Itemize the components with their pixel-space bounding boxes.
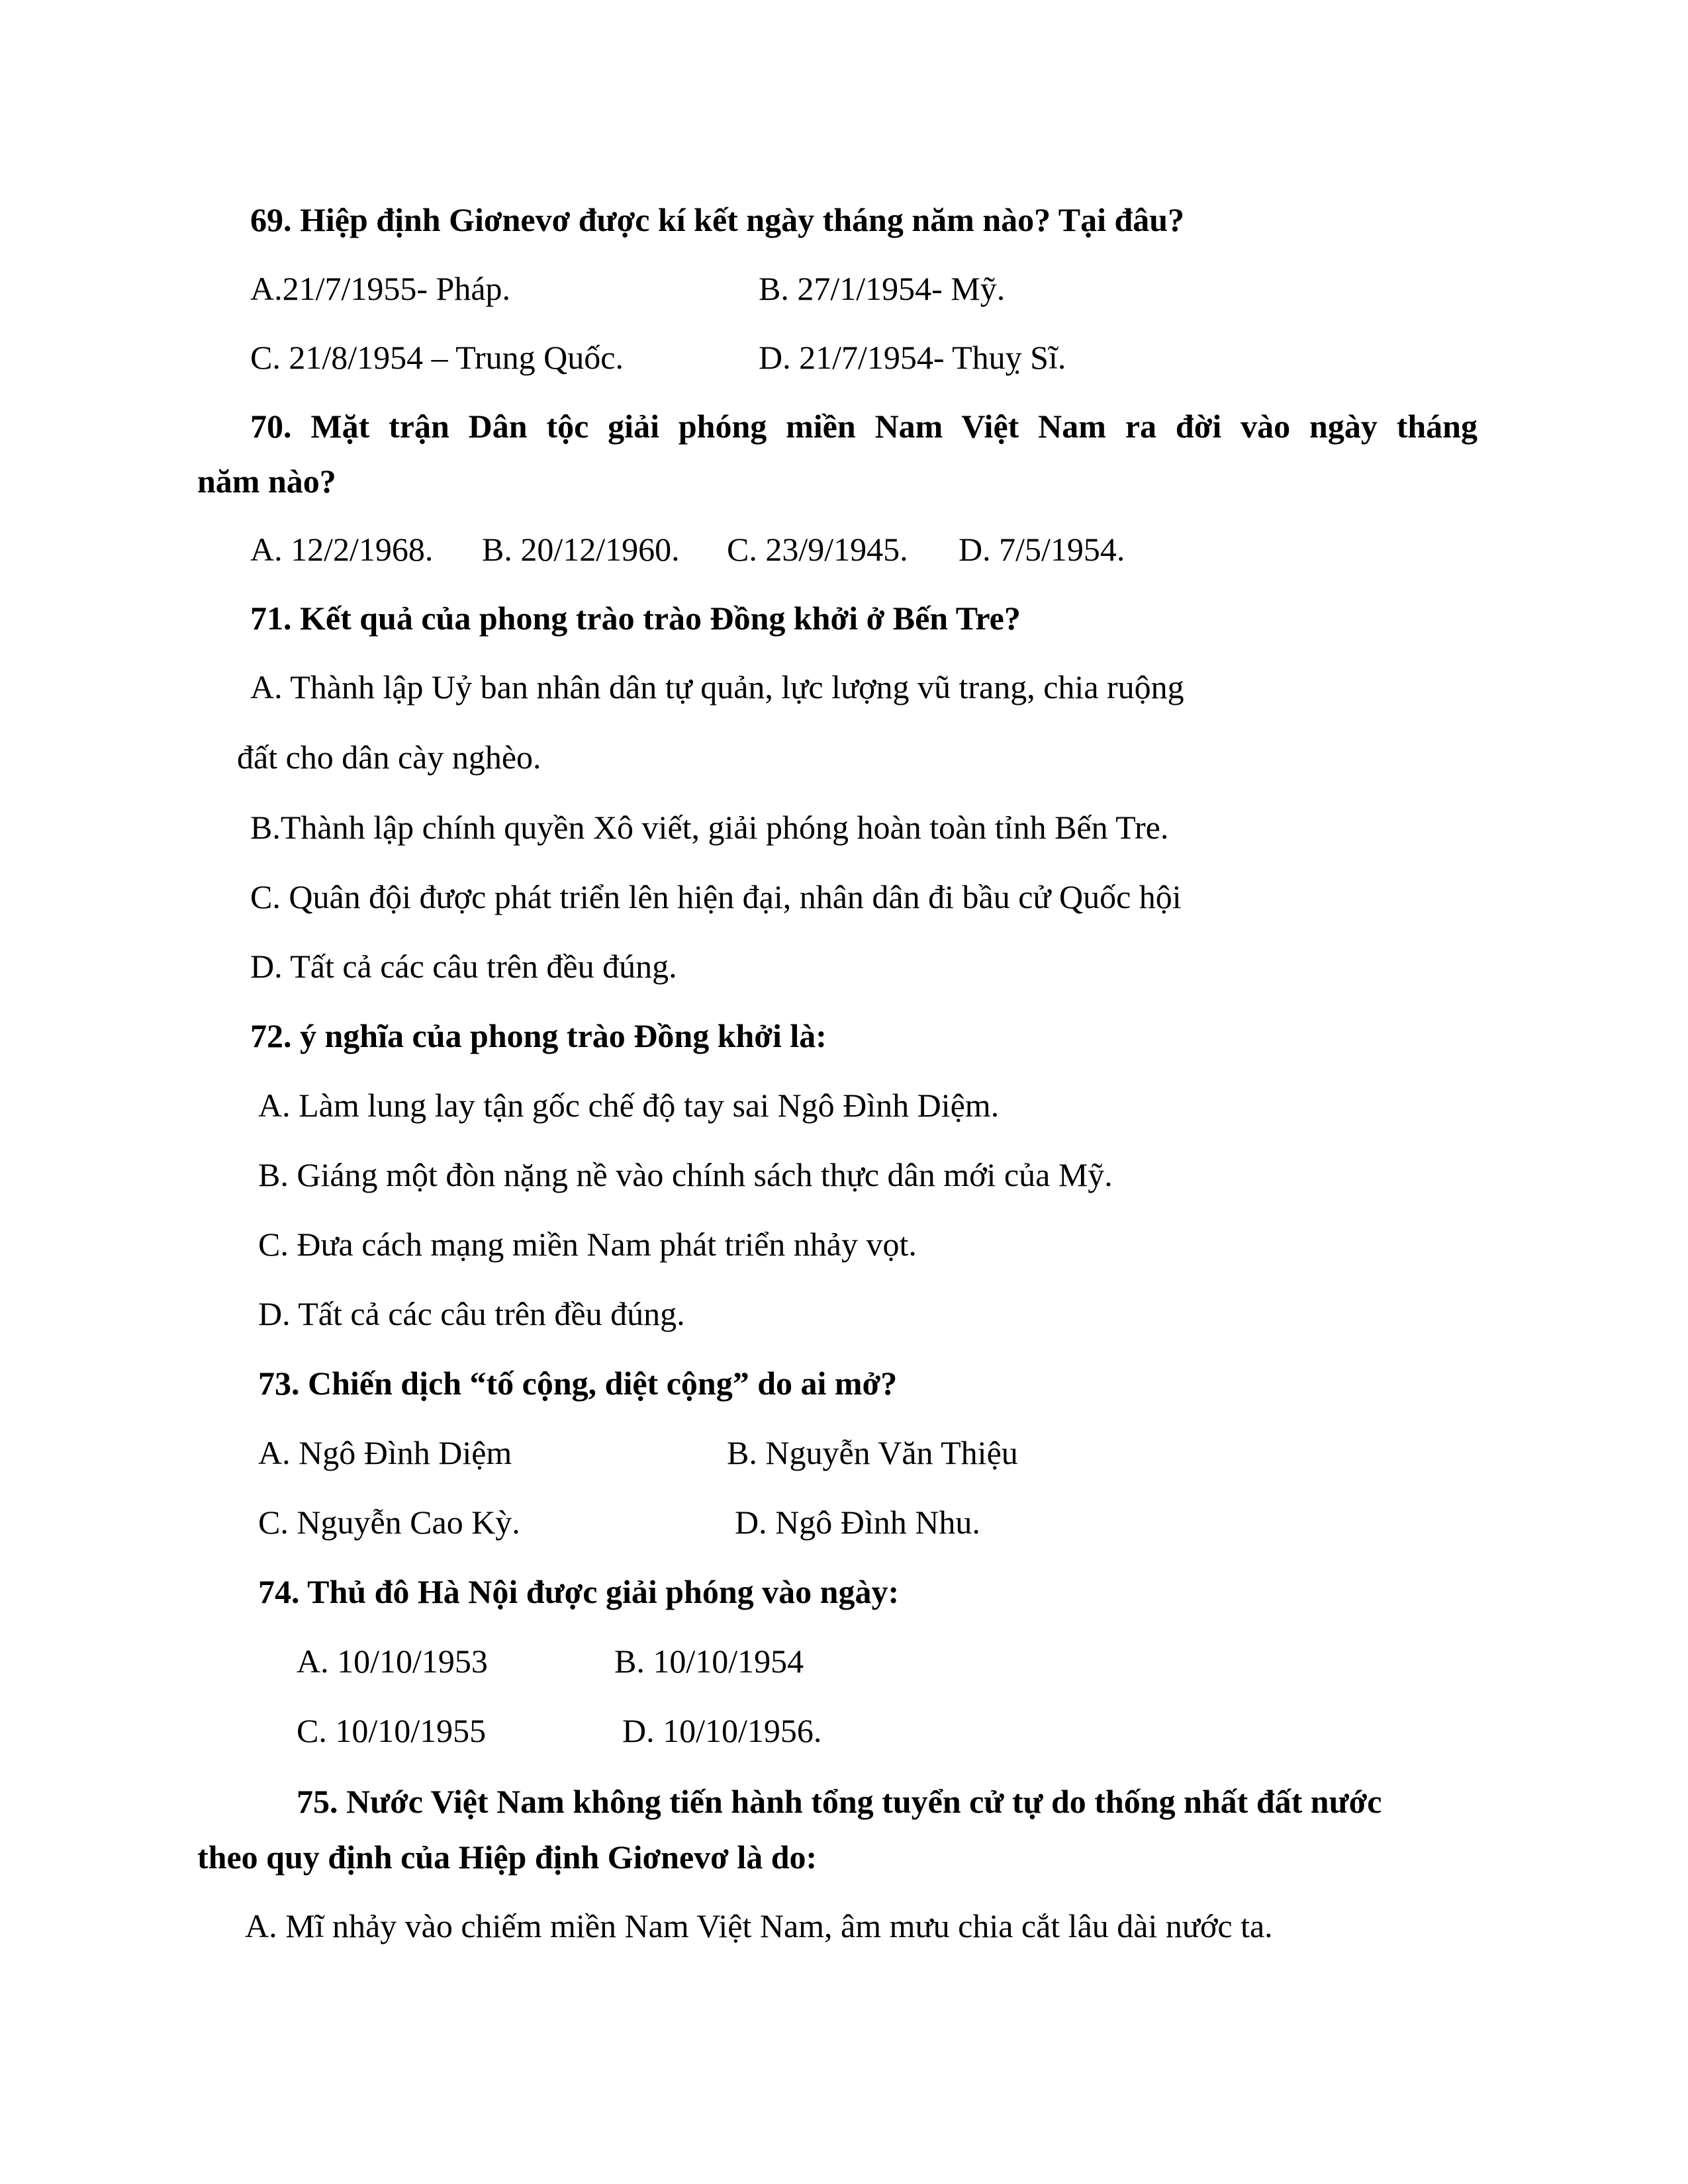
question-72-option-c: C. Đưa cách mạng miền Nam phát triển nhảy vọt. <box>258 1226 917 1263</box>
question-number: 75. <box>297 1783 338 1820</box>
question-text-line1: Nước Việt Nam không tiến hành tổng tuyển cử tự do thống nhất đất nước <box>346 1783 1382 1820</box>
question-text: ý nghĩa của phong trào Đồng khởi là: <box>300 1017 827 1054</box>
question-71-title <box>250 598 1021 638</box>
question-73-option-a: A. Ngô Đình Diệm <box>258 1434 512 1471</box>
question-72-option-d: D. Tất cả các câu trên đều đúng. <box>258 1295 685 1332</box>
question-70-option-c: C. 23/9/1945. <box>727 531 908 568</box>
question-69-option-a: A.21/7/1955- Pháp. <box>250 270 511 307</box>
question-number: 74. <box>258 1573 300 1610</box>
question-75-title <box>297 1782 1382 1821</box>
question-71-option-c: C. Quân đội được phát triển lên hiện đại, nhân dân đi bầu cử Quốc hội <box>250 878 1182 915</box>
question-text: Chiến dịch “tố cộng, diệt cộng” do ai mở? <box>308 1365 898 1402</box>
question-75-option-a: A. Mĩ nhảy vào chiếm miền Nam Việt Nam, âm mưu chia cắt lâu dài nước ta. <box>245 1907 1273 1944</box>
question-70-title-continued: năm nào? <box>197 463 336 500</box>
question-number: 71. <box>250 600 292 637</box>
question-71-option-a-continued: đất cho dân cày nghèo. <box>237 739 541 776</box>
question-text: Hiệp định Giơnevơ được kí kết ngày tháng năm nào? Tại đâu? <box>300 201 1185 238</box>
question-74-option-b: B. 10/10/1954 <box>614 1643 804 1680</box>
question-text: Thủ đô Hà Nội được giải phóng vào ngày: <box>307 1573 900 1610</box>
question-73-option-d: D. Ngô Đình Nhu. <box>735 1504 980 1541</box>
question-72-option-a: A. Làm lung lay tận gốc chế độ tay sai Ngô Đình Diệm. <box>258 1087 1000 1124</box>
question-72-option-b: B. Giáng một đòn nặng nề vào chính sách thực dân mới của Mỹ. <box>258 1156 1113 1193</box>
question-69-title <box>250 200 1184 240</box>
question-69-option-c: C. 21/8/1954 – Trung Quốc. <box>250 339 624 376</box>
question-70-option-d: D. 7/5/1954. <box>959 531 1125 568</box>
question-74-option-a: A. 10/10/1953 <box>297 1643 488 1680</box>
question-74-option-c: C. 10/10/1955 <box>297 1712 487 1749</box>
question-71-option-a: A. Thành lập Uỷ ban nhân dân tự quản, lực lượng vũ trang, chia ruộng <box>250 668 1184 705</box>
question-number: 69. <box>250 201 292 238</box>
question-number: 73. <box>258 1365 300 1402</box>
question-74-title <box>258 1572 899 1612</box>
question-69-option-d: D. 21/7/1954- Thuỵ Sĩ. <box>759 339 1066 376</box>
question-70-option-b: B. 20/12/1960. <box>482 531 680 568</box>
question-number: 72. <box>250 1017 292 1054</box>
question-70-option-a: A. 12/2/1968. <box>250 531 434 568</box>
question-73-option-b: B. Nguyễn Văn Thiệu <box>727 1434 1018 1471</box>
question-71-option-d: D. Tất cả các câu trên đều đúng. <box>250 948 677 985</box>
question-71-option-b: B.Thành lập chính quyền Xô viết, giải phóng hoàn toàn tỉnh Bến Tre. <box>250 809 1169 846</box>
question-number: 70. <box>250 408 292 445</box>
question-73-title <box>258 1363 897 1403</box>
question-text: Kết quả của phong trào trào Đồng khởi ở Bến Tre? <box>300 600 1021 637</box>
question-69-option-b: B. 27/1/1954- Mỹ. <box>759 270 1006 307</box>
question-text-line1: Mặt trận Dân tộc giải phóng miền Nam Việt Nam ra đời vào ngày tháng <box>310 408 1477 445</box>
question-72-title <box>250 1016 827 1056</box>
question-73-option-c: C. Nguyễn Cao Kỳ. <box>258 1504 520 1541</box>
question-74-option-d: D. 10/10/1956. <box>622 1712 822 1749</box>
question-75-title-continued: theo quy định của Hiệp định Giơnevơ là do: <box>197 1839 818 1876</box>
question-70-title <box>250 406 1477 446</box>
